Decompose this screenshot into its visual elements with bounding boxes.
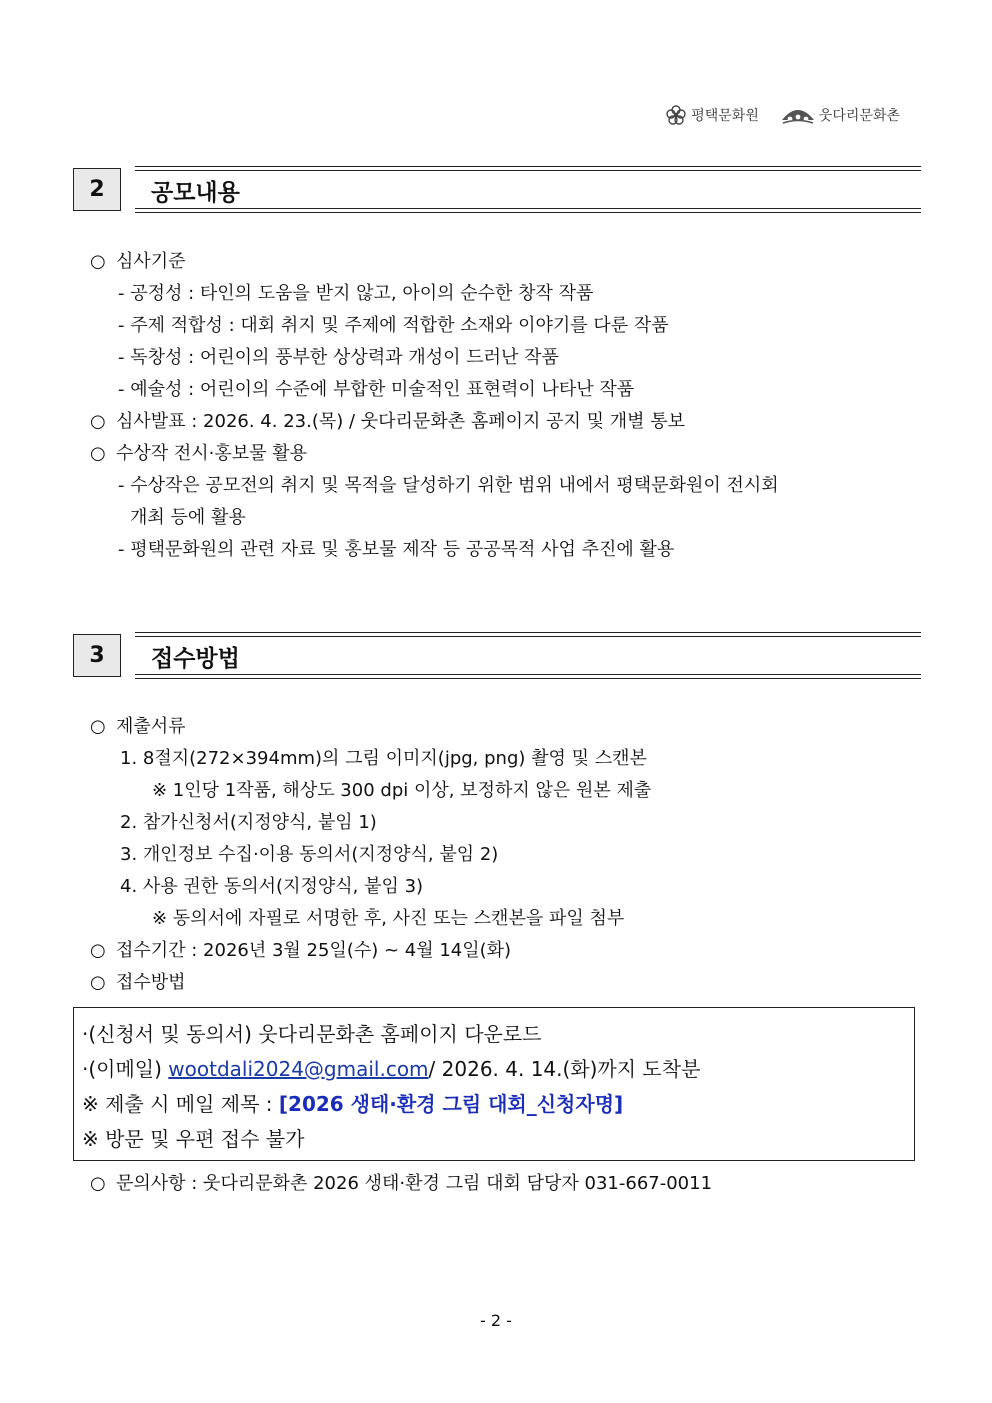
wave-people-icon <box>781 104 815 126</box>
bullet-icon: ○ <box>90 443 106 464</box>
box-line4: ※ 방문 및 우편 접수 불가 <box>82 1127 305 1151</box>
doc-item: 4. 사용 권한 동의서(지정양식, 붙임 3) <box>120 876 424 897</box>
announcement: ○ 심사발표 : 2026. 4. 23.(목) / 웃다리문화촌 홈페이지 공지 및 개별 통보 <box>90 411 685 432</box>
criteria-item: - 예술성 : 어린이의 수준에 부합한 미술적인 표현력이 나타난 작품 <box>118 379 635 400</box>
logo-pyeongtaek <box>665 104 759 126</box>
divider <box>135 208 921 209</box>
divider <box>135 166 921 167</box>
mail-subject: [2026 생태·환경 그림 대회_신청자명] <box>278 1092 624 1116</box>
usage-heading: ○ 수상작 전시·홍보물 활용 <box>90 443 308 464</box>
page-number: - 2 - <box>480 1311 512 1330</box>
bullet-icon: ○ <box>90 972 106 993</box>
section3-header <box>73 634 921 682</box>
doc-item: 1. 8절지(272×394mm)의 그림 이미지(jpg, png) 촬영 및 스캔본 <box>120 748 647 769</box>
logo2-label: 웃다리문화촌 <box>818 108 900 124</box>
section3-title: 접수방법 <box>151 646 240 672</box>
bullet-icon: ○ <box>90 251 106 272</box>
divider <box>135 678 921 679</box>
divider <box>135 170 921 171</box>
method-heading: ○ 접수방법 <box>90 972 186 993</box>
usage-item: - 평택문화원의 관련 자료 및 홍보물 제작 등 공공목적 사업 추진에 활용 <box>118 539 675 560</box>
section3-number: 3 <box>73 634 121 677</box>
bullet-icon: ○ <box>90 411 106 432</box>
divider <box>135 674 921 675</box>
divider <box>135 212 921 213</box>
section2-number: 2 <box>73 168 121 211</box>
logo-wootdari <box>781 104 900 126</box>
bullet-icon: ○ <box>90 940 106 961</box>
doc-note: ※ 1인당 1작품, 해상도 300 dpi 이상, 보정하지 않은 원본 제출 <box>152 780 652 801</box>
header-logos <box>665 104 900 126</box>
email-link[interactable]: wootdali2024@gmail.com <box>168 1057 429 1081</box>
section2-header <box>73 168 921 216</box>
bullet-icon: ○ <box>90 716 106 737</box>
criteria-item: - 독창성 : 어린이의 풍부한 상상력과 개성이 드러난 작품 <box>118 347 559 368</box>
box-line2: ·(이메일) wootdali2024@gmail.com/ 2026. 4. 14.(화)까지 도착분 <box>82 1057 701 1081</box>
doc-item: 3. 개인정보 수집·이용 동의서(지정양식, 붙임 2) <box>120 844 499 865</box>
doc-note: ※ 동의서에 자필로 서명한 후, 사진 또는 스캔본을 파일 첨부 <box>152 908 625 929</box>
method-box <box>73 1007 915 1161</box>
criteria-item: - 공정성 : 타인의 도움을 받지 않고, 아이의 순수한 창작 작품 <box>118 283 594 304</box>
usage-item: - 수상작은 공모전의 취지 및 목적을 달성하기 위한 범위 내에서 평택문화원이 전시회 <box>118 475 779 496</box>
doc-item: 2. 참가신청서(지정양식, 붙임 1) <box>120 812 377 833</box>
flower-icon <box>665 104 687 126</box>
period: ○ 접수기간 : 2026년 3월 25일(수) ~ 4월 14일(화) <box>90 940 512 961</box>
divider <box>135 636 921 637</box>
logo1-label: 평택문화원 <box>691 108 759 124</box>
box-line3: ※ 제출 시 메일 제목 : [2026 생태·환경 그림 대회_신청자명] <box>82 1092 624 1116</box>
inquiry: ○ 문의사항 : 웃다리문화촌 2026 생태·환경 그림 대회 담당자 031-667-0011 <box>90 1173 713 1194</box>
section2-title: 공모내용 <box>151 180 240 206</box>
docs-heading: ○ 제출서류 <box>90 716 186 737</box>
usage-item-cont: 개최 등에 활용 <box>130 507 246 528</box>
divider <box>135 632 921 633</box>
criteria-heading: ○ 심사기준 <box>90 251 186 272</box>
criteria-item: - 주제 적합성 : 대회 취지 및 주제에 적합한 소재와 이야기를 다룬 작품 <box>118 315 669 336</box>
bullet-icon: ○ <box>90 1173 106 1194</box>
box-line1: ·(신청서 및 동의서) 웃다리문화촌 홈페이지 다운로드 <box>82 1022 542 1046</box>
